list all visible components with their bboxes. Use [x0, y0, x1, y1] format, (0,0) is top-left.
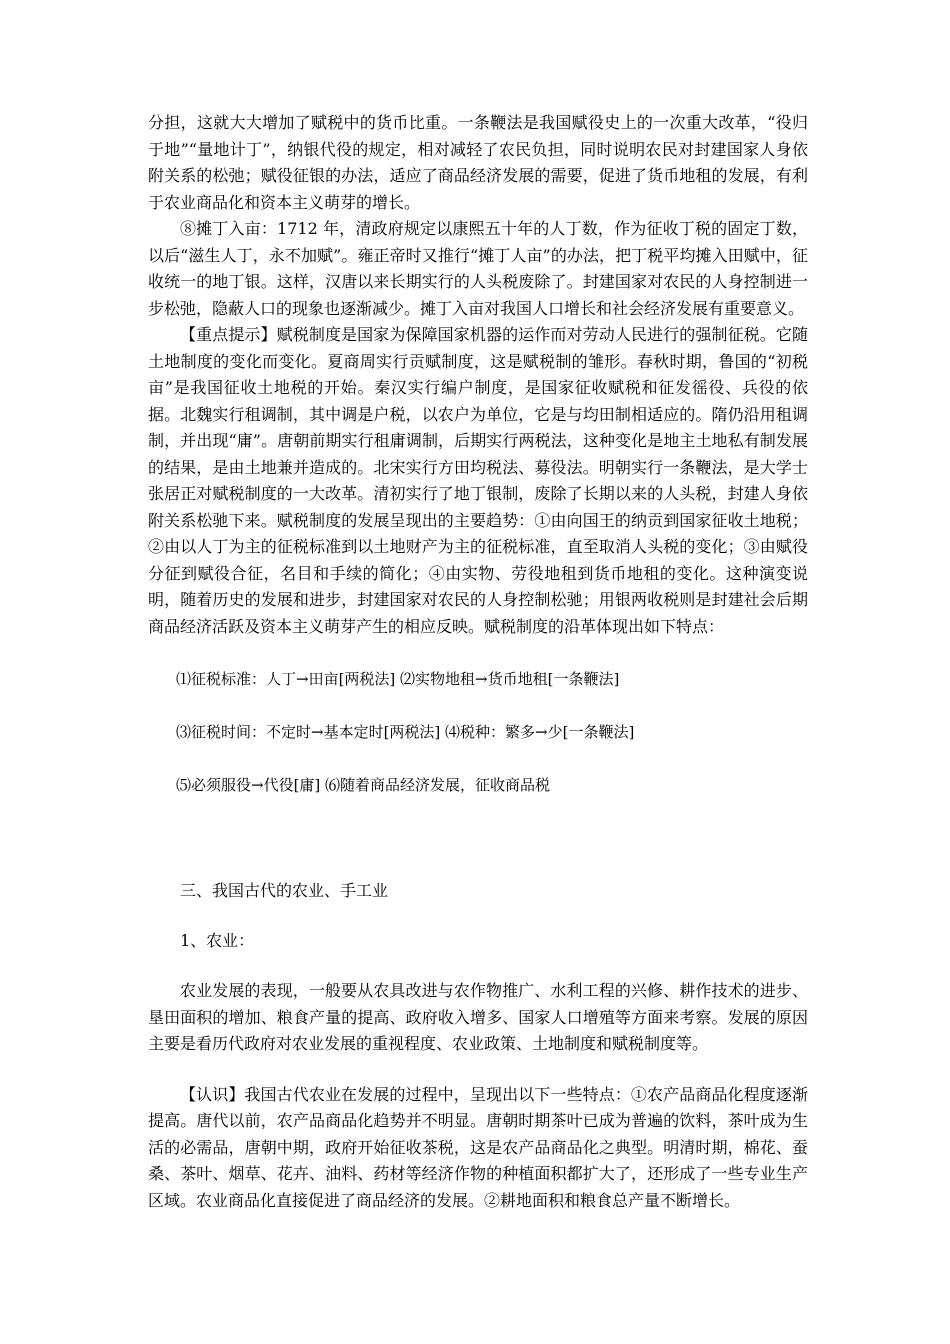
document-page: [148, 110, 808, 1214]
section-heading: 三、我国古代的农业、手工业: [180, 881, 389, 900]
list-item-3: ⑸必须服役→代役[庸] ⑹随着商品经济发展，征收商品税: [176, 776, 551, 794]
understanding-text: 我国古代农业在发展的过程中，呈现出以下一些特点：①农产品商品化程度逐渐提高。唐代以前，农产品商品化趋势并不明显。唐朝时期茶叶已成为普遍的饮料，茶叶成为生活的必需品，唐朝中期，政府开始征收茶税，这是农产品商品化之典型。明清时期，棉花、蚕桑、茶叶、烟草、花卉、油料、药材等经济作物的种植面积都扩大了，还形成了一些专业生产区域。农业商品化直接促进了商品经济的发展。②耕地面积和粮食总产量不断增长。: [148, 1084, 808, 1210]
list-item-1: ⑴征税标准：人丁→田亩[两税法] ⑵实物地租→货币地租[一条鞭法]: [176, 670, 620, 688]
paragraph-tanding-rumu: ⑧摊丁入亩：1712 年，清政府规定以康熙五十年的人丁数，作为征收丁税的固定丁数，以后“滋生人丁，永不加赋”。雍正帝时又推行“摊丁人亩”的办法，把丁税平均摊入田赋中，征收统一的地丁银。这样，汉唐以来长期实行的人头税废除了。封建国家对农民的人身控制进一步松弛，隐蔽人口的现象也逐渐减少。摊丁入亩对我国人口增长和社会经济发展有重要意义。: [148, 219, 808, 318]
paragraph-agriculture: 农业发展的表现，一般要从农具改进与农作物推广、水利工程的兴修、耕作技术的进步、垦田面积的增加、粮食产量的提高、政府收入增多、国家人口增殖等方面来考察。发展的原因主要是看历代政府对农业发展的重视程度、农业政策、土地制度和赋税制度等。: [148, 981, 808, 1053]
key-tips-label: 【重点提示】: [180, 325, 277, 344]
paragraph-key-tips: [148, 322, 808, 640]
paragraph-single-whip-tax: 分担，这就大大增加了赋税中的货币比重。一条鞭法是我国赋役史上的一次重大改革，“役归于地”“量地计丁”，纳银代役的规定，相对减轻了农民负担，同时说明农民对封建国家人身依附关系的松弛；赋役征银的办法，适应了商品经济发展的需要，促进了货币地租的发展，有利于农业商品化和资本主义萌芽的增长。: [148, 113, 808, 212]
paragraph-understanding: [148, 1082, 808, 1215]
understanding-label: 【认识】: [180, 1084, 245, 1104]
list-item-2: ⑶征税时间：不定时→基本定时[两税法] ⑷税种：繁多→少[一条鞭法]: [176, 723, 635, 741]
subsection-heading: 1、农业：: [180, 931, 255, 950]
key-tips-text: 赋税制度是国家为保障国家机器的运作而对劳动人民进行的强制征税。它随土地制度的变化而变化。夏商周实行贡赋制度，这是赋税制的雏形。春秋时期，鲁国的“初税亩”是我国征收土地税的开始。秦汉实行编户制度，是国家征收赋税和征发徭役、兵役的依据。北魏实行租调制，其中调是户税，以农户为单位，它是与均田制相适应的。隋仍沿用租调制，并出现“庸”。唐朝前期实行租庸调制，后期实行两税法，这种变化是地主土地私有制发展的结果，是由土地兼并造成的。北宋实行方田均税法、募役法。明朝实行一条鞭法，是大学士张居正对赋税制度的一大改革。清初实行了地丁银制，废除了长期以来的人头税，封建人身依附关系松驰下来。赋税制度的发展呈现出的主要趋势：①由向国王的纳贡到国家征收土地税；②由以人丁为主的征税标准到以土地财产为主的征税标准，直至取消人头税的变化；③由赋役分征到赋役合征，名目和手续的简化；④由实物、劳役地租到货币地租的变化。这种演变说明，随着历史的发展和进步，封建国家对农民的人身控制松驰；用银两收税则是封建社会后期商品经济活跃及资本主义萌芽产生的相应反映。赋税制度的沿革体现出如下特点：: [148, 325, 808, 636]
